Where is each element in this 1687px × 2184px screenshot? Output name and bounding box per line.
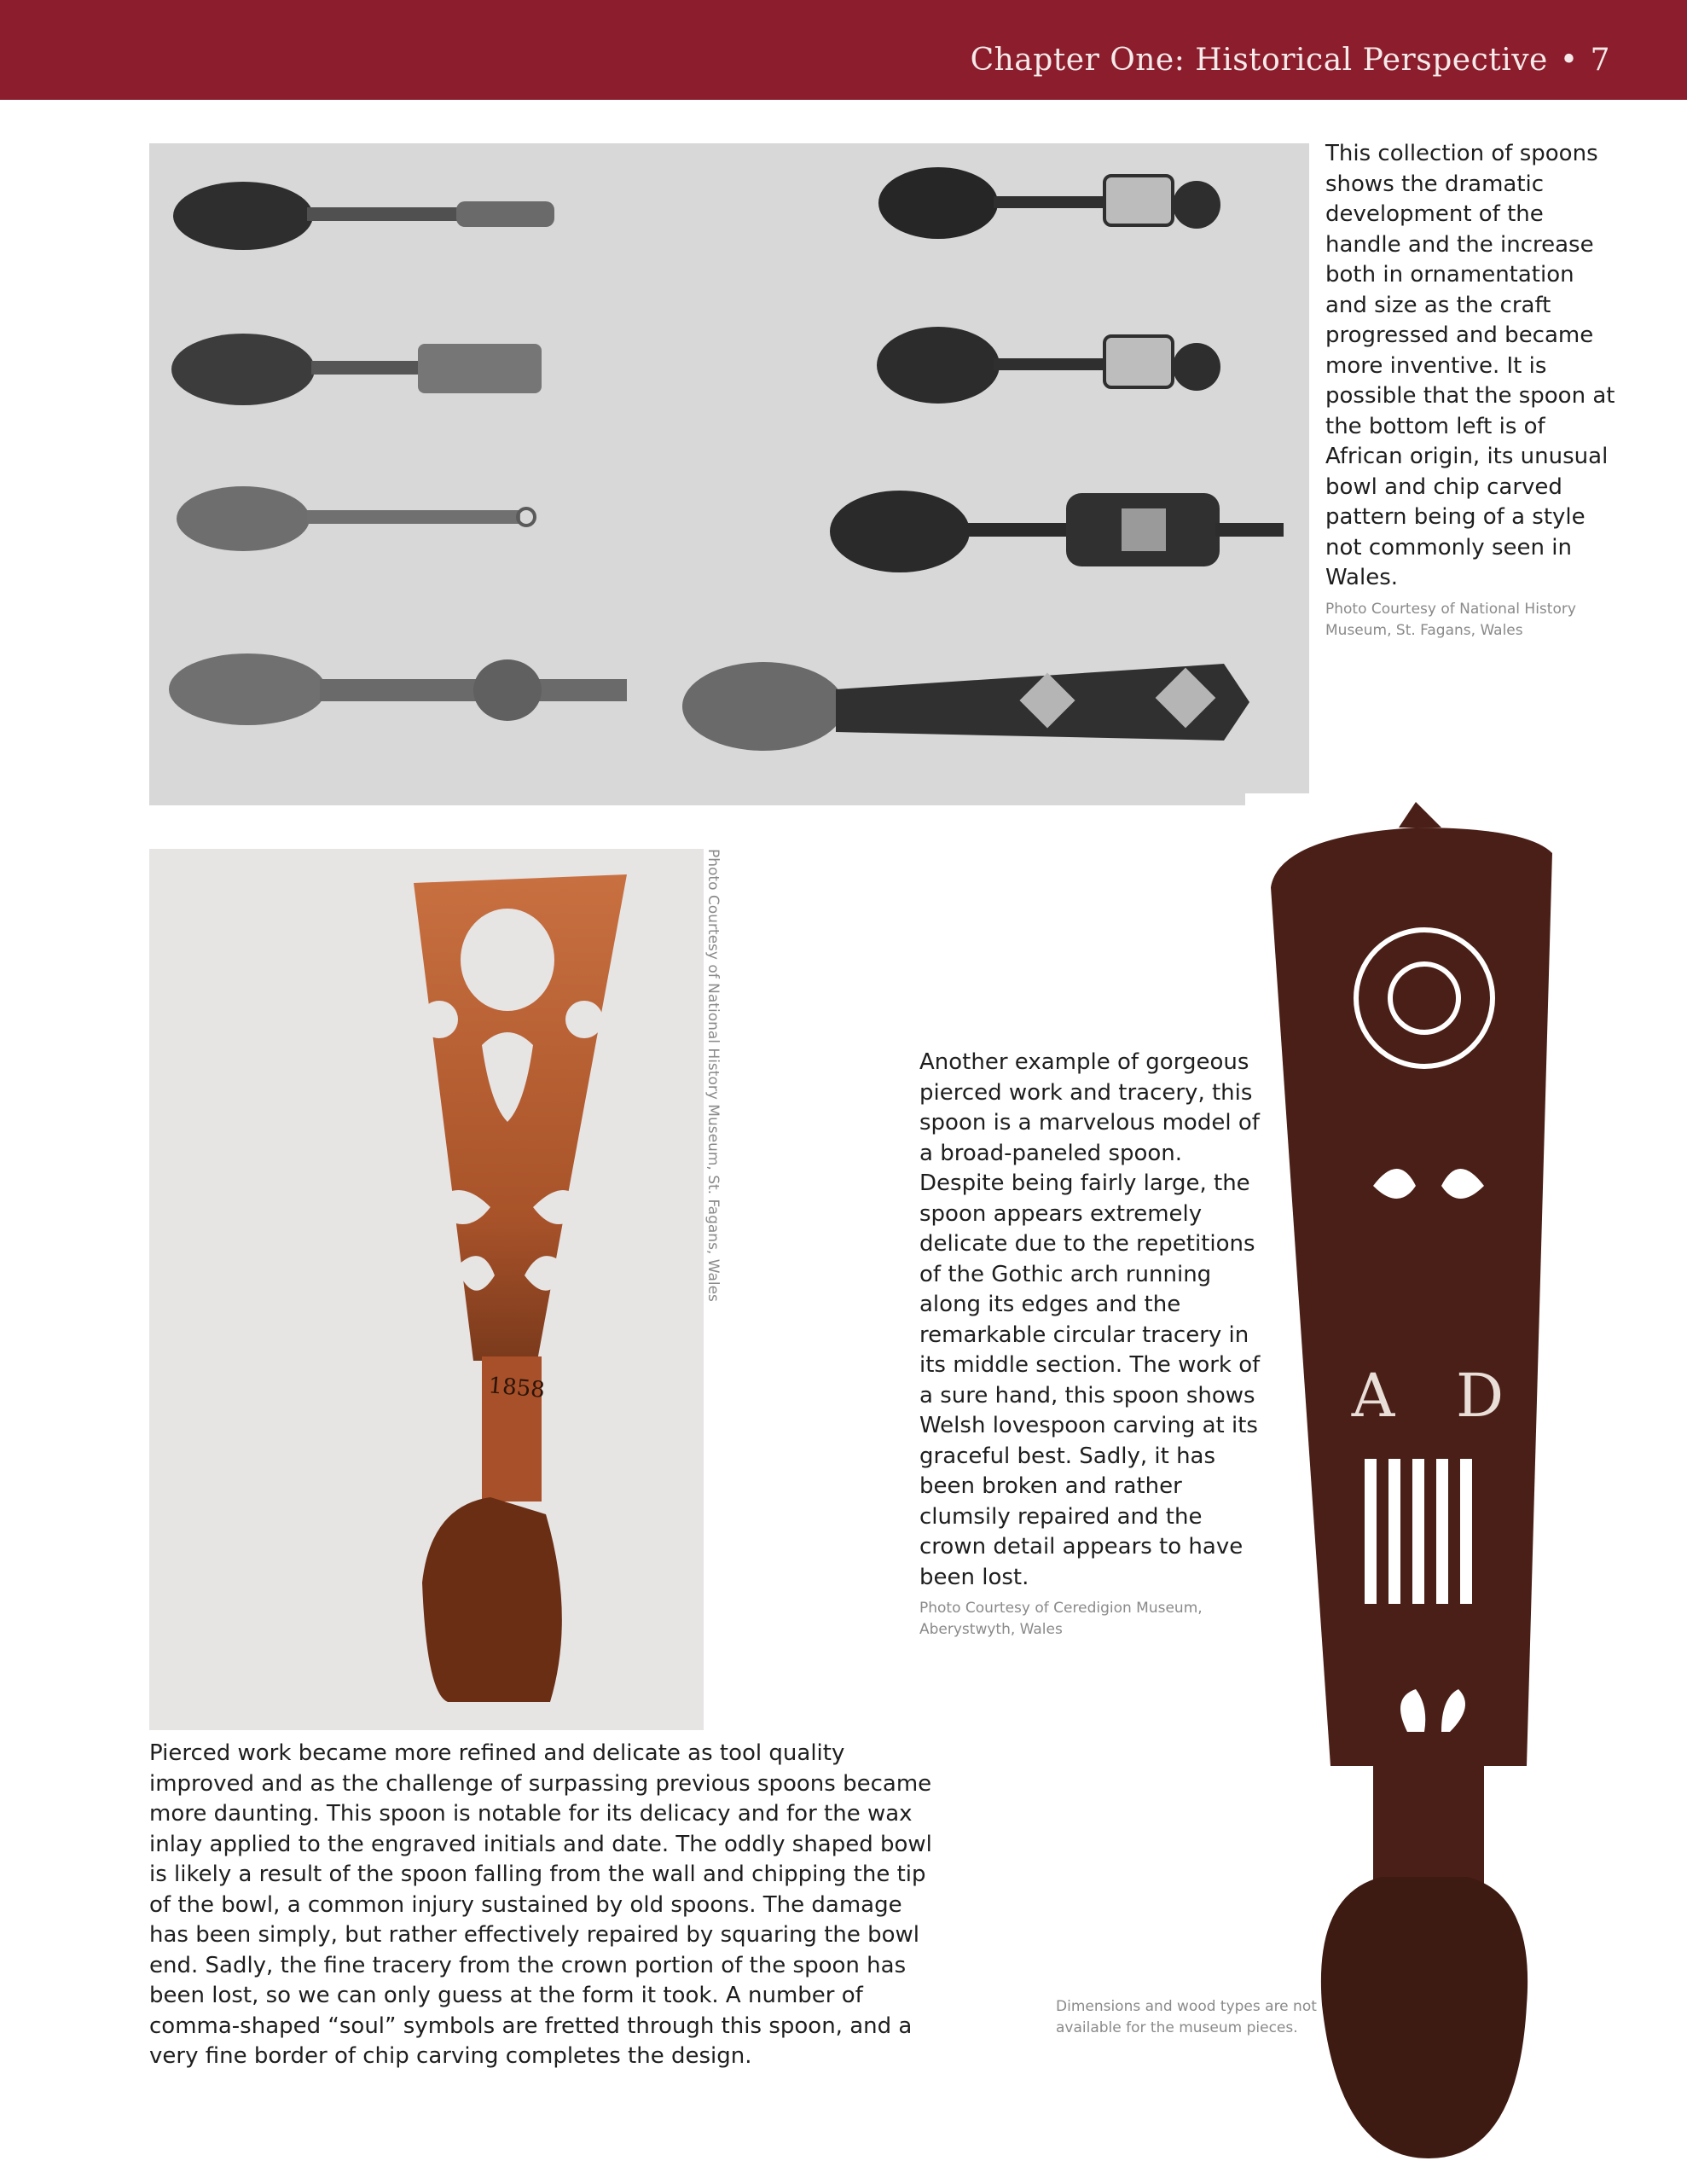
page-number: 7 xyxy=(1590,43,1610,78)
carved-letter-d: D xyxy=(1455,1361,1504,1431)
collection-caption: This collection of spoons shows the dramatic development of the handle and the increase both in ornamentation and size as the craft progressed and became more inventive. It is possible that the spoon at the bottom left is of African origin, its unusual bowl and chip carved pattern being of a style not commonly seen in Wales. xyxy=(1325,141,1615,590)
header-bullet: • xyxy=(1559,43,1579,78)
pierced-spoon-photo-credit: Photo Courtesy of National History Museum, St. Fagans, Wales xyxy=(704,849,722,1302)
pierced-spoon-1858-image xyxy=(149,849,704,1730)
spoon-collection-photo xyxy=(149,143,1309,805)
broad-paneled-spoon-photo xyxy=(1245,793,1612,2158)
collection-caption-block xyxy=(1325,139,1615,642)
engraved-date: 1858 xyxy=(487,1373,546,1403)
carved-letter-a: A xyxy=(1351,1361,1395,1431)
broad-paneled-spoon-image xyxy=(1245,793,1612,2158)
pierced-spoon-caption: Pierced work became more refined and delicate as tool quality improved and as the challenge of surpassing previous spoons became more daunting. This spoon is notable for its delicacy and for the wax inlay applied to the engraved initials and date. The oddly shaped bowl is likely a result of the spoon falling from the wall and chipping the tip of the bowl, a common injury sustained by old spoons. The damage has been simply, but rather effectively repaired by squaring the bowl end. Sadly, the fine tracery from the crown portion of the spoon has been lost, so we can only guess at the form it took. A number of comma-shaped “soul” symbols are fretted through this spoon, and a very fine border of chip carving completes the design. xyxy=(149,1740,932,2069)
chapter-header-bar xyxy=(0,0,1687,100)
broad-spoon-caption: Another example of gorgeous pierced work and tracery, this spoon is a marvelous model of a broad-paneled spoon. Despite being fairly large, the spoon appears extremely delicate due to the repetitions of the Gothic arch running along its edges and the remarkable circular tracery in its middle section. The work of a sure hand, this spoon shows Welsh lovespoon carving at its graceful best. Sadly, it has been broken and rather clumsily repaired and the crown detail appears to have been lost. xyxy=(919,1049,1261,1590)
spoon-collection-image xyxy=(149,143,1309,805)
chapter-title: Chapter One: Historical Perspective xyxy=(970,43,1548,78)
running-header xyxy=(971,43,1610,78)
broad-spoon-photo-credit: Photo Courtesy of Ceredigion Museum, Aberystwyth, Wales xyxy=(919,1600,1203,1638)
dimensions-footnote: Dimensions and wood types are not available for the museum pieces. xyxy=(1056,1998,1317,2036)
broad-spoon-caption-block xyxy=(919,1048,1261,1641)
collection-photo-credit: Photo Courtesy of National History Museum, St. Fagans, Wales xyxy=(1325,600,1576,639)
pierced-spoon-1858-photo xyxy=(149,849,704,1730)
